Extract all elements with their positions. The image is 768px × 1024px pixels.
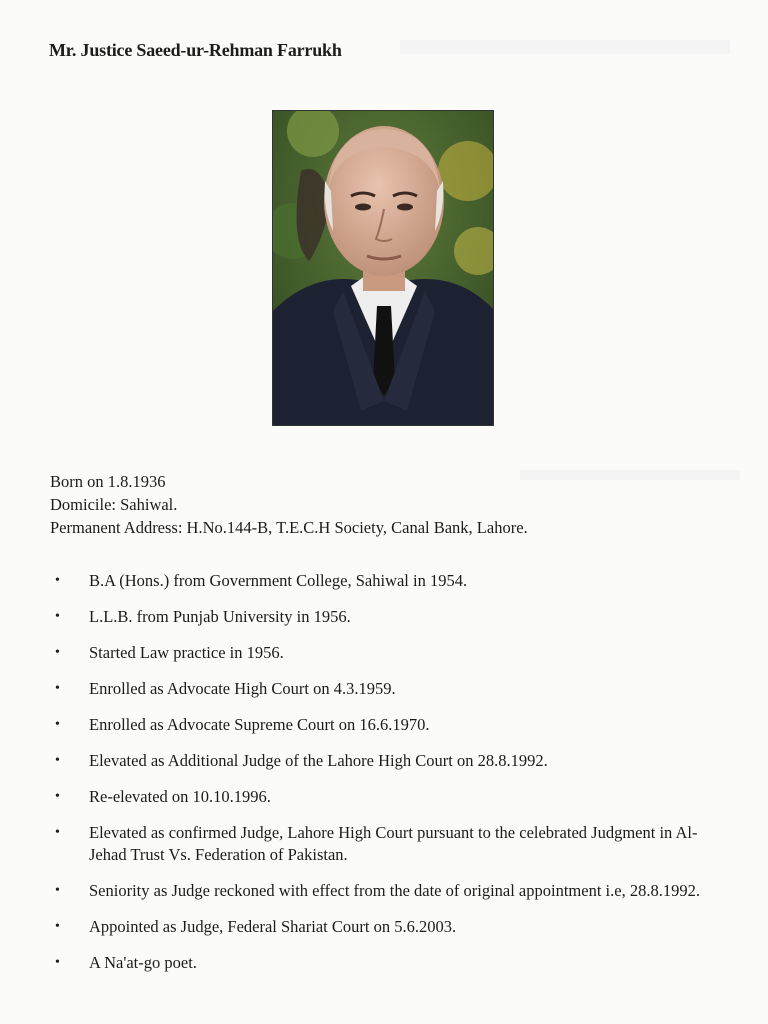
list-item-text: Seniority as Judge reckoned with effect from the date of original appointment i.e, 28.8.1992. [89,881,700,900]
list-item-text: Elevated as confirmed Judge, Lahore High Court pursuant to the celebrated Judgment in Al-Jehad Trust Vs. Federation of Pakistan. [89,823,698,864]
list-item-text: Enrolled as Advocate Supreme Court on 16.6.1970. [89,715,430,734]
list-item-text: Re-elevated on 10.10.1996. [89,787,271,806]
list-item-text: L.L.B. from Punjab University in 1956. [89,607,351,626]
bullet-icon: • [55,609,60,624]
career-list [50,570,730,988]
bullet-icon: • [55,825,60,840]
list-item-text: Appointed as Judge, Federal Shariat Court on 5.6.2003. [89,917,457,936]
list-item [50,750,730,772]
bullet-icon: • [55,883,60,898]
list-item-text: Elevated as Additional Judge of the Lahore High Court on 28.8.1992. [89,751,548,770]
bullet-icon: • [55,573,60,588]
bullet-icon: • [55,789,60,804]
birth-date: Born on 1.8.1936 [50,472,166,491]
page-title: Mr. Justice Saeed-ur-Rehman Farrukh [49,40,342,60]
list-item [50,822,730,866]
list-item [50,786,730,808]
bullet-icon: • [55,717,60,732]
list-item [50,916,730,938]
list-item [50,678,730,700]
list-item-text: A Na'at-go poet. [89,953,197,972]
permanent-address: Permanent Address: H.No.144-B, T.E.C.H Society, Canal Bank, Lahore. [50,518,528,537]
list-item [50,880,730,902]
list-item [50,606,730,628]
list-item-text: B.A (Hons.) from Government College, Sahiwal in 1954. [89,571,468,590]
bleed-through-text [400,40,730,54]
bullet-icon: • [55,645,60,660]
list-item [50,714,730,736]
portrait-illustration [273,111,494,426]
domicile: Domicile: Sahiwal. [50,495,178,514]
bullet-icon: • [55,681,60,696]
bleed-through-text [520,470,740,480]
list-item [50,642,730,664]
list-item-text: Enrolled as Advocate High Court on 4.3.1959. [89,679,396,698]
portrait-photo [272,110,494,426]
bullet-icon: • [55,753,60,768]
bullet-icon: • [55,955,60,970]
list-item [50,952,730,974]
list-item-text: Started Law practice in 1956. [89,643,284,662]
bullet-icon: • [55,919,60,934]
list-item [50,570,730,592]
personal-details [50,470,528,539]
